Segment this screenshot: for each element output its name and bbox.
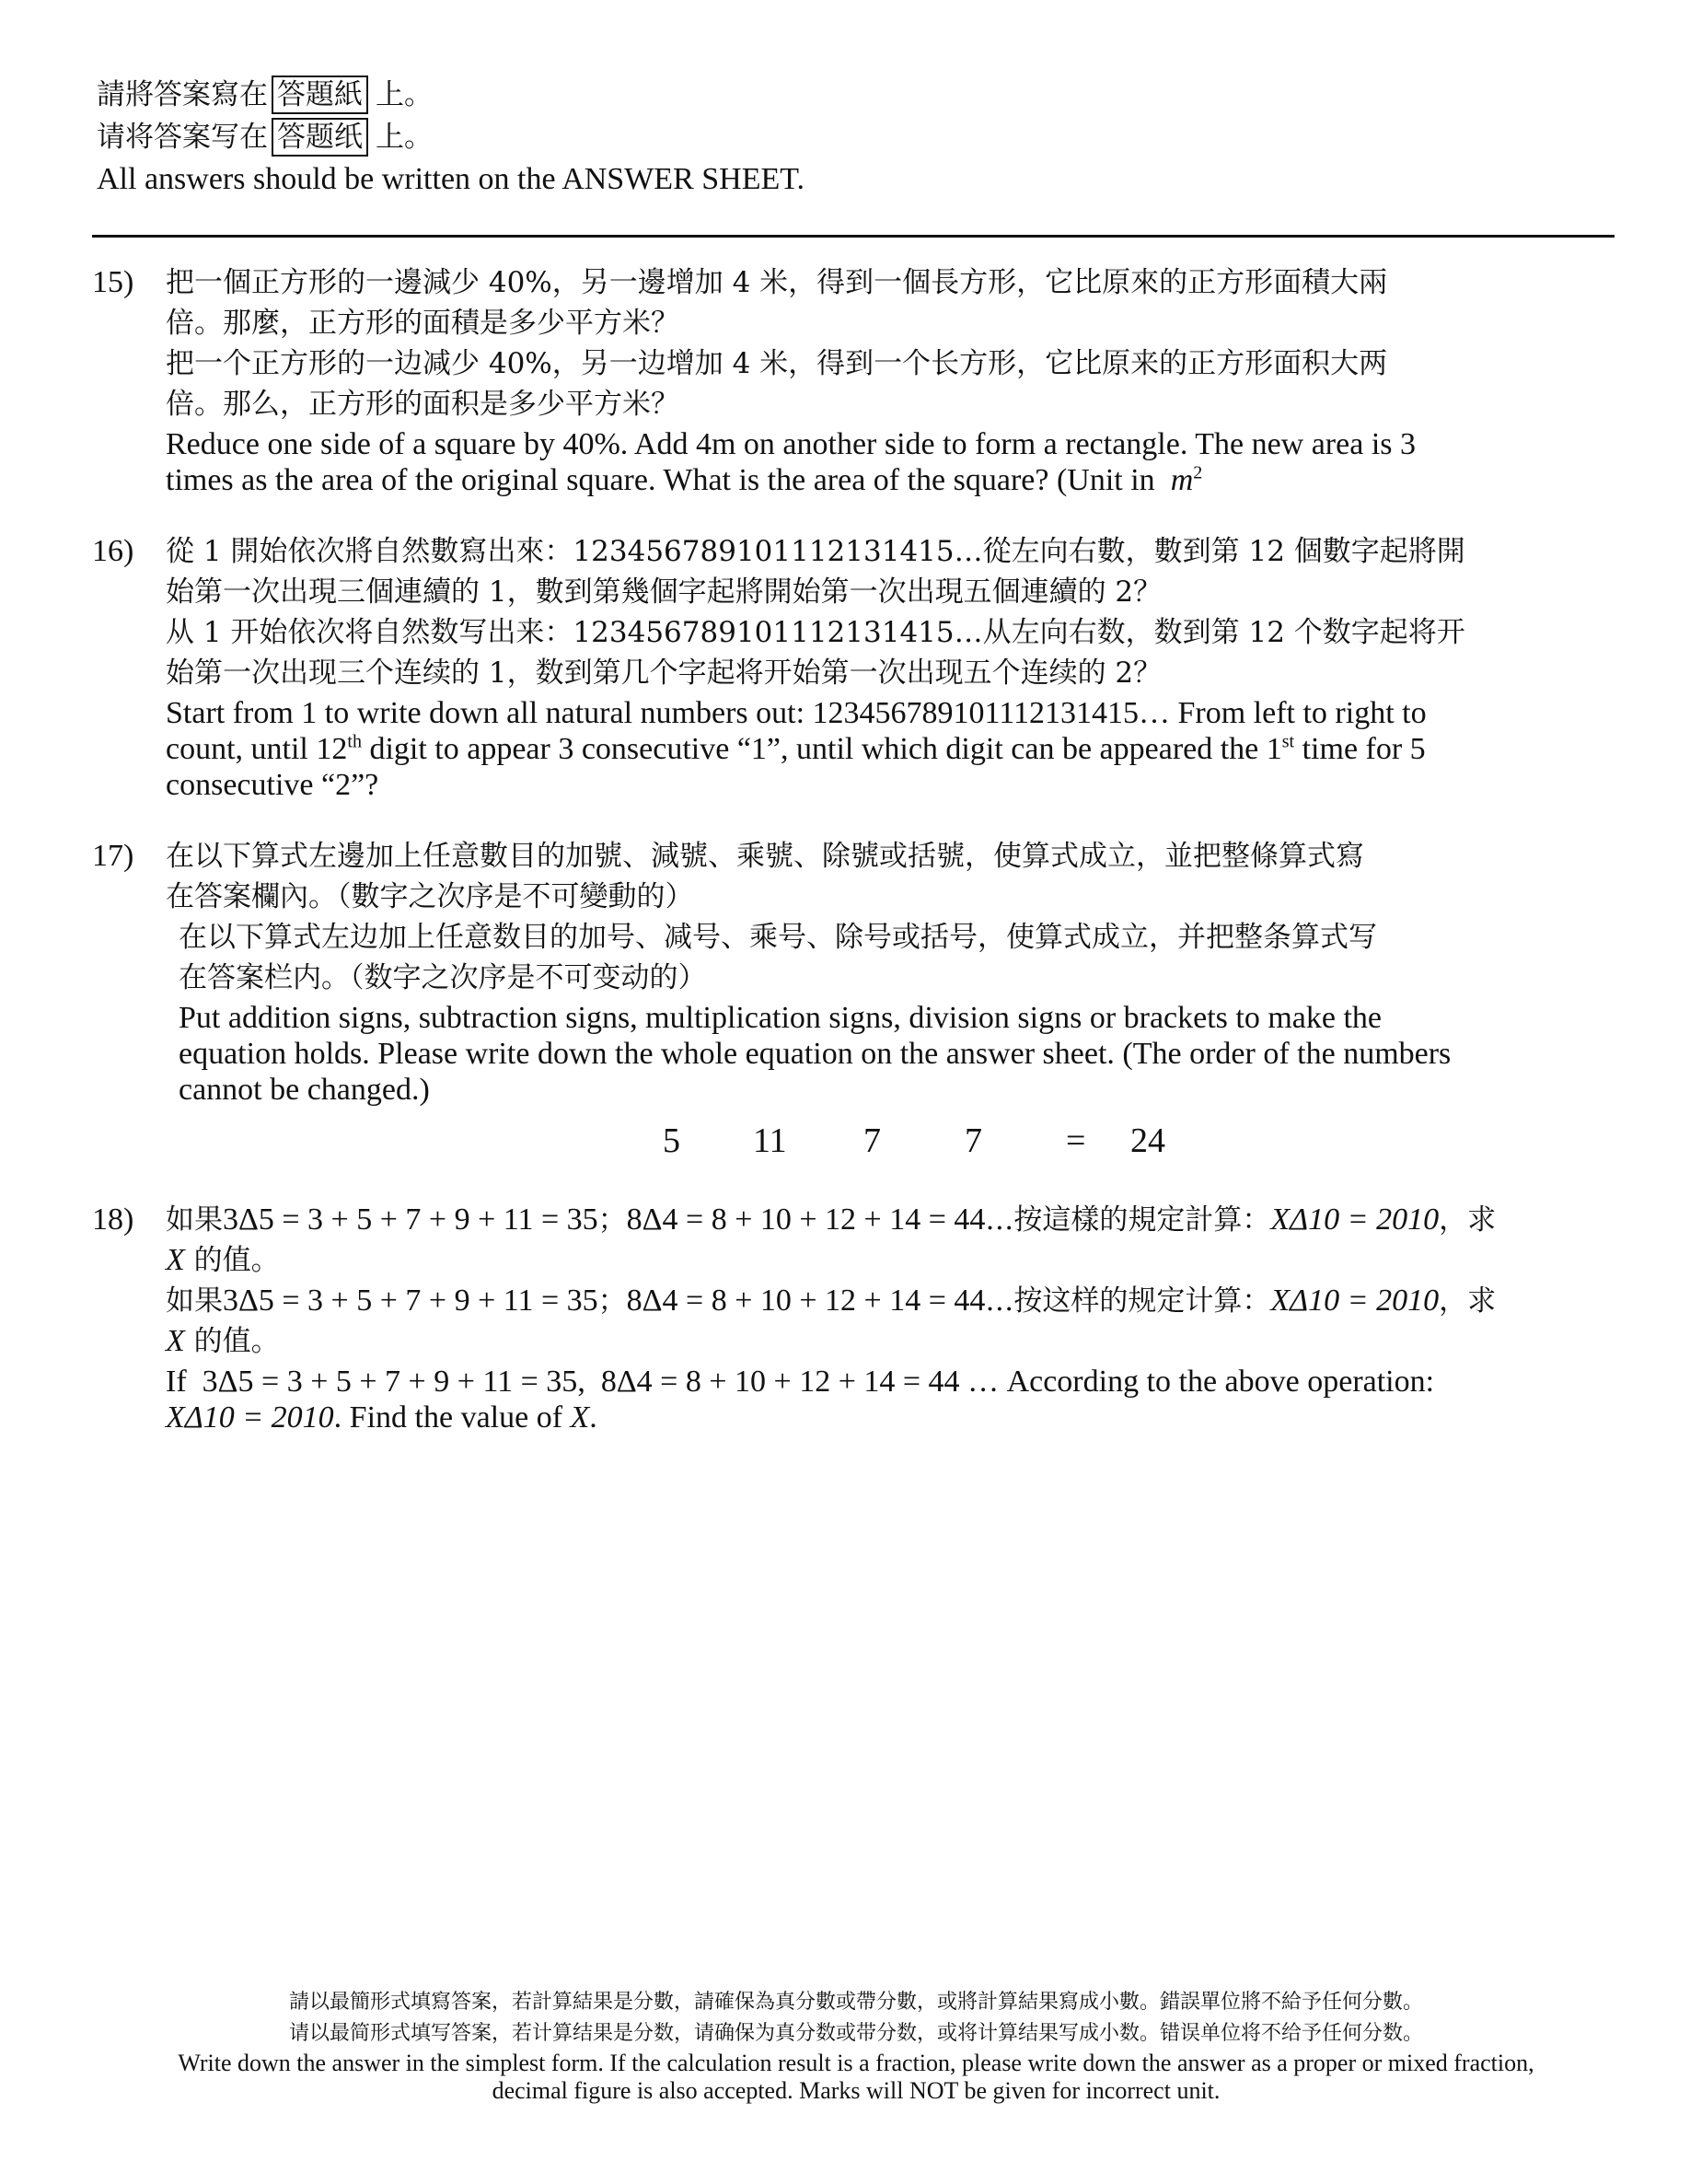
question-body <box>166 1200 1620 1435</box>
q18-zh-trad-mid: …按這樣的規定計算： <box>985 1203 1271 1237</box>
q17-zh-simp-line2: 在答案栏内。（数字之次序是不可变动的） <box>179 961 707 994</box>
q18-en-line2 <box>166 1400 1620 1435</box>
q18-separator: ； <box>597 1284 627 1318</box>
question-body <box>166 531 1620 803</box>
instruction-simp <box>97 116 1615 158</box>
question-18 <box>92 1200 1620 1435</box>
footer-notes <box>92 1987 1620 2105</box>
answer-sheet-box-simp: 答题纸 <box>272 118 368 157</box>
question-list <box>92 262 1620 1469</box>
q17-zh-simp-line1: 在以下算式左边加上任意数目的加号、减号、乘号、除号或括号，使算式成立，并把整条算式写 <box>179 921 1377 954</box>
header-divider <box>92 235 1615 238</box>
q16-en-line3: consecutive “2”? <box>166 768 379 802</box>
question-number: 16) <box>92 534 134 568</box>
q18-variable-x: X <box>166 1324 185 1358</box>
q18-expr-1: 3Δ5 = 3 + 5 + 7 + 9 + 11 = 35 <box>223 1202 598 1237</box>
equals-sign: = <box>1066 1121 1086 1160</box>
question-number: 15) <box>92 265 134 299</box>
q16-zh-trad-line2: 始第一次出現三個連續的 1，數到第幾個字起將開始第一次出現五個連續的 2？ <box>166 575 1163 609</box>
q16-ordinal-th: th <box>347 731 362 752</box>
q15-en-line1: Reduce one side of a square by 40%. Add 4m on another side to form a rectangle. The new area is 3 <box>166 427 1416 461</box>
q18-zh-trad-if: 如果 <box>166 1203 223 1237</box>
q16-en-line2-b: digit to appear 3 consecutive “1”, until which digit can be appeared the 1 <box>361 732 1282 766</box>
q15-unit: m <box>1170 463 1194 497</box>
instructions-header <box>97 74 1615 201</box>
q18-expr-3: XΔ10 = 2010 <box>1270 1284 1440 1318</box>
q18-expr-3: XΔ10 = 2010 <box>166 1400 334 1435</box>
q18-variable-x: X <box>166 1243 185 1277</box>
footer-en-line2: decimal figure is also accepted. Marks will NOT be given for incorrect unit. <box>492 2077 1221 2104</box>
q17-equation <box>166 1115 1620 1167</box>
q18-en-find: . Find the value of <box>333 1400 563 1435</box>
q15-en-line2-text: times as the area of the original square. What is the area of the square? (Unit in <box>166 463 1155 497</box>
instruction-trad-text: 請將答案寫在 <box>97 78 268 111</box>
q16-zh-trad-line1: 從 1 開始依次將自然數寫出來：123456789101112131415…從左向右數，數到第 12 個數字起將開 <box>166 535 1465 568</box>
q16-zh-simp-line2: 始第一次出现三个连续的 1，数到第几个字起将开始第一次出现五个连续的 2？ <box>166 656 1163 690</box>
instruction-trad-end: 上。 <box>376 78 433 111</box>
q18-en-end: . <box>589 1400 597 1435</box>
q17-en-line3: cannot be changed.) <box>179 1073 430 1107</box>
q16-en-line1: Start from 1 to write down all natural numbers out: 123456789101112131415… From left to right to <box>166 696 1427 730</box>
q16-en-line2-c: time for 5 <box>1294 732 1426 766</box>
q18-en-line1 <box>166 1364 1620 1400</box>
q18-expr-2: 8Δ4 = 8 + 10 + 12 + 14 = 44 <box>600 1365 960 1399</box>
q18-zh-simp-value: 的值。 <box>193 1325 280 1358</box>
equation-number: 7 <box>965 1121 982 1160</box>
q18-en-sep: , <box>577 1365 585 1399</box>
q18-en-mid: … According to the above operation: <box>967 1365 1435 1399</box>
equation-number: 11 <box>753 1121 787 1160</box>
q18-expr-1: 3Δ5 = 3 + 5 + 7 + 9 + 11 = 35 <box>223 1284 598 1318</box>
q18-expr-2: 8Δ4 = 8 + 10 + 12 + 14 = 44 <box>626 1284 986 1318</box>
q15-zh-simp-line1: 把一个正方形的一边减少 40%，另一边增加 4 米，得到一个长方形，它比原来的正方形面积大两 <box>166 347 1388 380</box>
equation-number: 7 <box>863 1121 881 1160</box>
q15-en-line2 <box>166 462 1620 498</box>
q15-zh-trad-line1: 把一個正方形的一邊減少 40%，另一邊增加 4 米，得到一個長方形，它比原來的正方形面積大兩 <box>166 266 1388 299</box>
question-number: 18) <box>92 1202 134 1237</box>
question-16 <box>92 531 1620 803</box>
q17-zh-trad-line2: 在答案欄內。（數字之次序是不可變動的） <box>166 880 694 913</box>
q18-variable-x: X <box>570 1400 590 1435</box>
q16-en-line2 <box>166 731 1620 767</box>
q18-separator: ； <box>597 1203 627 1237</box>
q18-expr-1: 3Δ5 = 3 + 5 + 7 + 9 + 11 = 35 <box>202 1365 578 1399</box>
instruction-english: All answers should be written on the ANSWER SHEET. <box>97 162 805 196</box>
q18-zh-trad-line1 <box>166 1200 1620 1240</box>
instruction-simp-end: 上。 <box>376 121 433 154</box>
q18-expr-2: 8Δ4 = 8 + 10 + 12 + 14 = 44 <box>626 1202 986 1237</box>
q15-unit-exponent: 2 <box>1193 462 1203 483</box>
question-17 <box>92 836 1620 1167</box>
q18-en-if: If <box>166 1365 187 1399</box>
equation-number: 5 <box>663 1121 680 1160</box>
question-body <box>166 262 1620 498</box>
q18-zh-simp-post: ，求 <box>1439 1284 1497 1318</box>
answer-sheet-box-trad: 答題紙 <box>272 76 368 114</box>
footer-en-line1: Write down the answer in the simplest form. If the calculation result is a fraction, please write down the answer as a proper or mixed fraction, <box>178 2050 1534 2076</box>
q17-en-line1: Put addition signs, subtraction signs, multiplication signs, division signs or brackets to make the <box>179 1001 1383 1035</box>
q18-zh-trad-post: ，求 <box>1439 1203 1497 1237</box>
q16-en-line2-a: count, until 12 <box>166 732 348 766</box>
instruction-simp-text: 请将答案写在 <box>97 121 268 154</box>
q17-zh-trad-line1: 在以下算式左邊加上任意數目的加號、減號、乘號、除號或括號，使算式成立，並把整條算式寫 <box>166 840 1364 873</box>
question-number: 17) <box>92 839 134 873</box>
footer-zh-trad: 請以最簡形式填寫答案，若計算結果是分數，請確保為真分數或帶分數，或將計算結果寫成小數。錯誤單位將不給予任何分數。 <box>288 1991 1423 2014</box>
q18-zh-simp-line1 <box>166 1281 1620 1321</box>
question-15 <box>92 262 1620 498</box>
q18-zh-simp-if: 如果 <box>166 1284 223 1318</box>
question-body <box>166 836 1620 1167</box>
q18-expr-3: XΔ10 = 2010 <box>1270 1202 1440 1237</box>
q18-zh-trad-line2 <box>166 1240 1620 1281</box>
q18-zh-trad-value: 的值。 <box>193 1244 280 1277</box>
q15-zh-trad-line2: 倍。那麼，正方形的面積是多少平方米？ <box>166 307 679 340</box>
q18-zh-simp-mid: …按这样的规定计算： <box>985 1284 1271 1318</box>
instruction-trad <box>97 74 1615 116</box>
q18-zh-simp-line2 <box>166 1321 1620 1362</box>
q16-zh-simp-line1: 从 1 开始依次将自然数写出来：123456789101112131415…从左向右数，数到第 12 个数字起将开 <box>166 616 1465 649</box>
footer-zh-simp: 请以最简形式填写答案，若计算结果是分数，请确保为真分数或带分数，或将计算结果写成小数。错误单位将不给予任何分数。 <box>288 2022 1423 2045</box>
q16-ordinal-st: st <box>1281 731 1295 752</box>
q15-zh-simp-line2: 倍。那么，正方形的面积是多少平方米？ <box>166 388 679 421</box>
equation-result: 24 <box>1130 1121 1165 1160</box>
q17-en-line2: equation holds. Please write down the whole equation on the answer sheet. (The order of the numbers <box>179 1037 1452 1071</box>
